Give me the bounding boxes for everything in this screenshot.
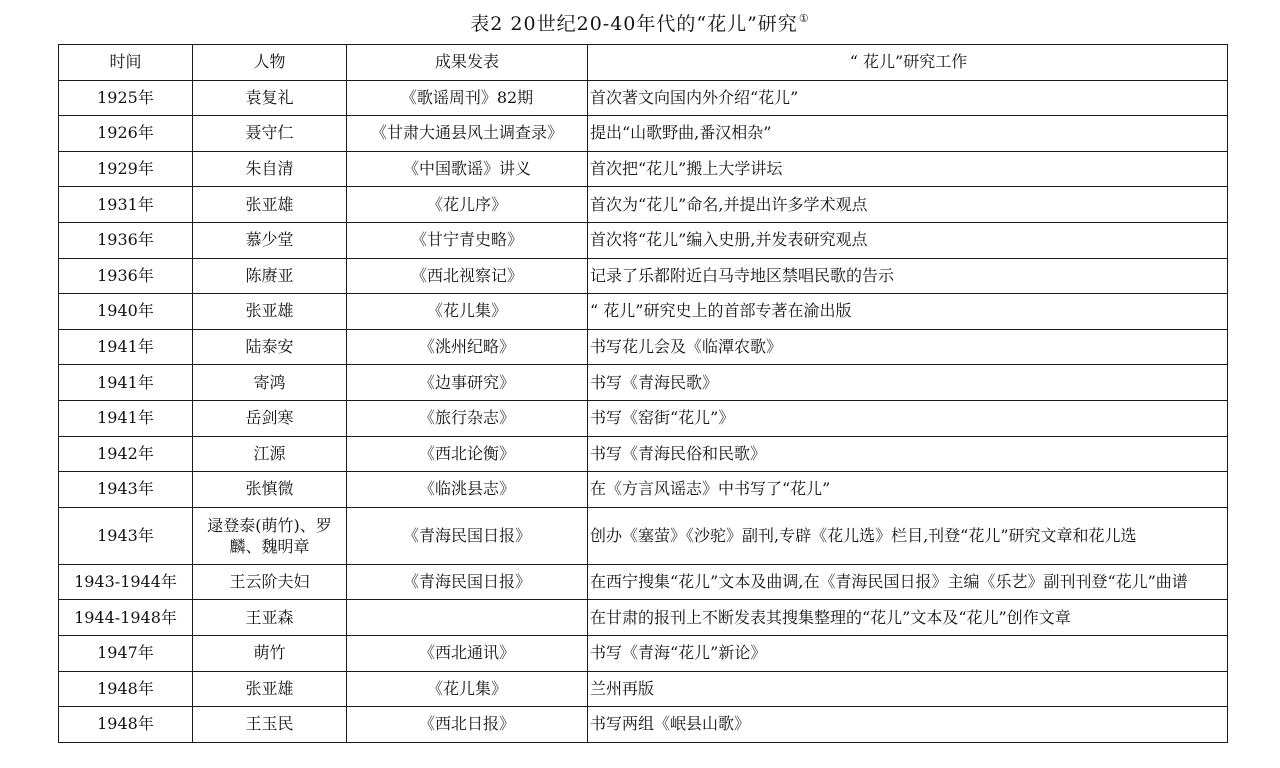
cell-time: 1941年 (59, 400, 193, 436)
cell-time: 1931年 (59, 187, 193, 223)
cell-research-work: 在西宁搜集“花儿”文本及曲调,在《青海民国日报》主编《乐艺》副刊刊登“花儿”曲谱 (588, 564, 1228, 600)
table-row (59, 436, 1228, 472)
table-row (59, 472, 1228, 508)
cell-research-work: 书写花儿会及《临潭农歌》 (588, 329, 1228, 365)
table-row (59, 707, 1228, 743)
header-time: 时间 (59, 45, 193, 81)
table-row (59, 564, 1228, 600)
cell-publication: 《甘肃大通县风土调查录》 (347, 116, 588, 152)
cell-publication: 《旅行杂志》 (347, 400, 588, 436)
cell-research-work: “ 花儿”研究史上的首部专著在渝出版 (588, 294, 1228, 330)
cell-person: 王玉民 (193, 707, 347, 743)
cell-time: 1942年 (59, 436, 193, 472)
cell-person: 寄鸿 (193, 365, 347, 401)
cell-research-work: 提出“山歌野曲,番汉相杂” (588, 116, 1228, 152)
table-row (59, 80, 1228, 116)
cell-time: 1944-1948年 (59, 600, 193, 636)
cell-publication: 《花儿集》 (347, 294, 588, 330)
cell-time: 1940年 (59, 294, 193, 330)
cell-time: 1925年 (59, 80, 193, 116)
cell-research-work: 创办《塞萤》《沙驼》副刊,专辟《花儿选》栏目,刊登“花儿”研究文章和花儿选 (588, 507, 1228, 564)
cell-research-work: 书写《青海民歌》 (588, 365, 1228, 401)
cell-research-work: 在甘肃的报刊上不断发表其搜集整理的“花儿”文本及“花儿”创作文章 (588, 600, 1228, 636)
cell-person: 萌竹 (193, 635, 347, 671)
cell-person: 王亚森 (193, 600, 347, 636)
cell-research-work: 首次把“花儿”搬上大学讲坛 (588, 151, 1228, 187)
cell-publication: 《洮州纪略》 (347, 329, 588, 365)
cell-research-work: 首次将“花儿”编入史册,并发表研究观点 (588, 222, 1228, 258)
cell-publication: 《青海民国日报》 (347, 564, 588, 600)
table-row (59, 294, 1228, 330)
cell-research-work: 首次为“花儿”命名,并提出许多学术观点 (588, 187, 1228, 223)
cell-person: 陆泰安 (193, 329, 347, 365)
cell-publication: 《中国歌谣》讲义 (347, 151, 588, 187)
table-row (59, 329, 1228, 365)
cell-person: 张亚雄 (193, 187, 347, 223)
cell-research-work: 记录了乐都附近白马寺地区禁唱民歌的告示 (588, 258, 1228, 294)
header-research-work: “ 花儿”研究工作 (588, 45, 1228, 81)
cell-person: 张慎微 (193, 472, 347, 508)
cell-research-work: 兰州再版 (588, 671, 1228, 707)
cell-publication: 《甘宁青史略》 (347, 222, 588, 258)
cell-time: 1943年 (59, 507, 193, 564)
cell-publication: 《西北论衡》 (347, 436, 588, 472)
cell-time: 1936年 (59, 258, 193, 294)
cell-person: 袁复礼 (193, 80, 347, 116)
cell-time: 1947年 (59, 635, 193, 671)
table-row (59, 400, 1228, 436)
cell-time: 1941年 (59, 329, 193, 365)
table-row (59, 151, 1228, 187)
header-person: 人物 (193, 45, 347, 81)
cell-time: 1943-1944年 (59, 564, 193, 600)
cell-publication (347, 600, 588, 636)
cell-time: 1948年 (59, 707, 193, 743)
cell-publication: 《临洮县志》 (347, 472, 588, 508)
cell-person: 聂守仁 (193, 116, 347, 152)
cell-publication: 《青海民国日报》 (347, 507, 588, 564)
cell-research-work: 书写《窑街“花儿”》 (588, 400, 1228, 436)
table-row (59, 507, 1228, 564)
cell-person: 慕少堂 (193, 222, 347, 258)
cell-publication: 《边事研究》 (347, 365, 588, 401)
cell-research-work: 书写两组《岷县山歌》 (588, 707, 1228, 743)
table-body (59, 80, 1228, 742)
cell-person (193, 507, 347, 564)
table-row (59, 671, 1228, 707)
cell-person: 王云阶夫妇 (193, 564, 347, 600)
table-row (59, 635, 1228, 671)
cell-publication: 《西北日报》 (347, 707, 588, 743)
cell-time: 1948年 (59, 671, 193, 707)
cell-publication: 《西北视察记》 (347, 258, 588, 294)
table-caption (0, 4, 1280, 34)
table-row (59, 222, 1228, 258)
header-publication: 成果发表 (347, 45, 588, 81)
cell-publication: 《西北通讯》 (347, 635, 588, 671)
cell-research-work: 首次著文向国内外介绍“花儿” (588, 80, 1228, 116)
cell-research-work: 书写《青海“花儿”新论》 (588, 635, 1228, 671)
cell-person: 江源 (193, 436, 347, 472)
cell-time: 1929年 (59, 151, 193, 187)
cell-time: 1936年 (59, 222, 193, 258)
cell-person: 岳剑寒 (193, 400, 347, 436)
cell-person: 张亚雄 (193, 671, 347, 707)
cell-publication: 《花儿集》 (347, 671, 588, 707)
cell-research-work: 书写《青海民俗和民歌》 (588, 436, 1228, 472)
table-row (59, 365, 1228, 401)
table-row (59, 116, 1228, 152)
table-row (59, 258, 1228, 294)
cell-person: 张亚雄 (193, 294, 347, 330)
cell-publication: 《歌谣周刊》82期 (347, 80, 588, 116)
table-row (59, 187, 1228, 223)
caption-footnote-mark: ① (798, 12, 810, 25)
cell-person: 朱自清 (193, 151, 347, 187)
cell-research-work: 在《方言风谣志》中书写了“花儿” (588, 472, 1228, 508)
cell-time: 1941年 (59, 365, 193, 401)
table-header-row (59, 45, 1228, 81)
table-row (59, 600, 1228, 636)
cell-time: 1943年 (59, 472, 193, 508)
cell-person-text: 逯登泰(萌竹)、罗麟、魏明章 (207, 515, 332, 556)
cell-publication: 《花儿序》 (347, 187, 588, 223)
cell-time: 1926年 (59, 116, 193, 152)
research-table (58, 44, 1228, 743)
cell-person: 陈赓亚 (193, 258, 347, 294)
caption-text: 表2 20世纪20-40年代的“花儿”研究 (470, 13, 798, 35)
